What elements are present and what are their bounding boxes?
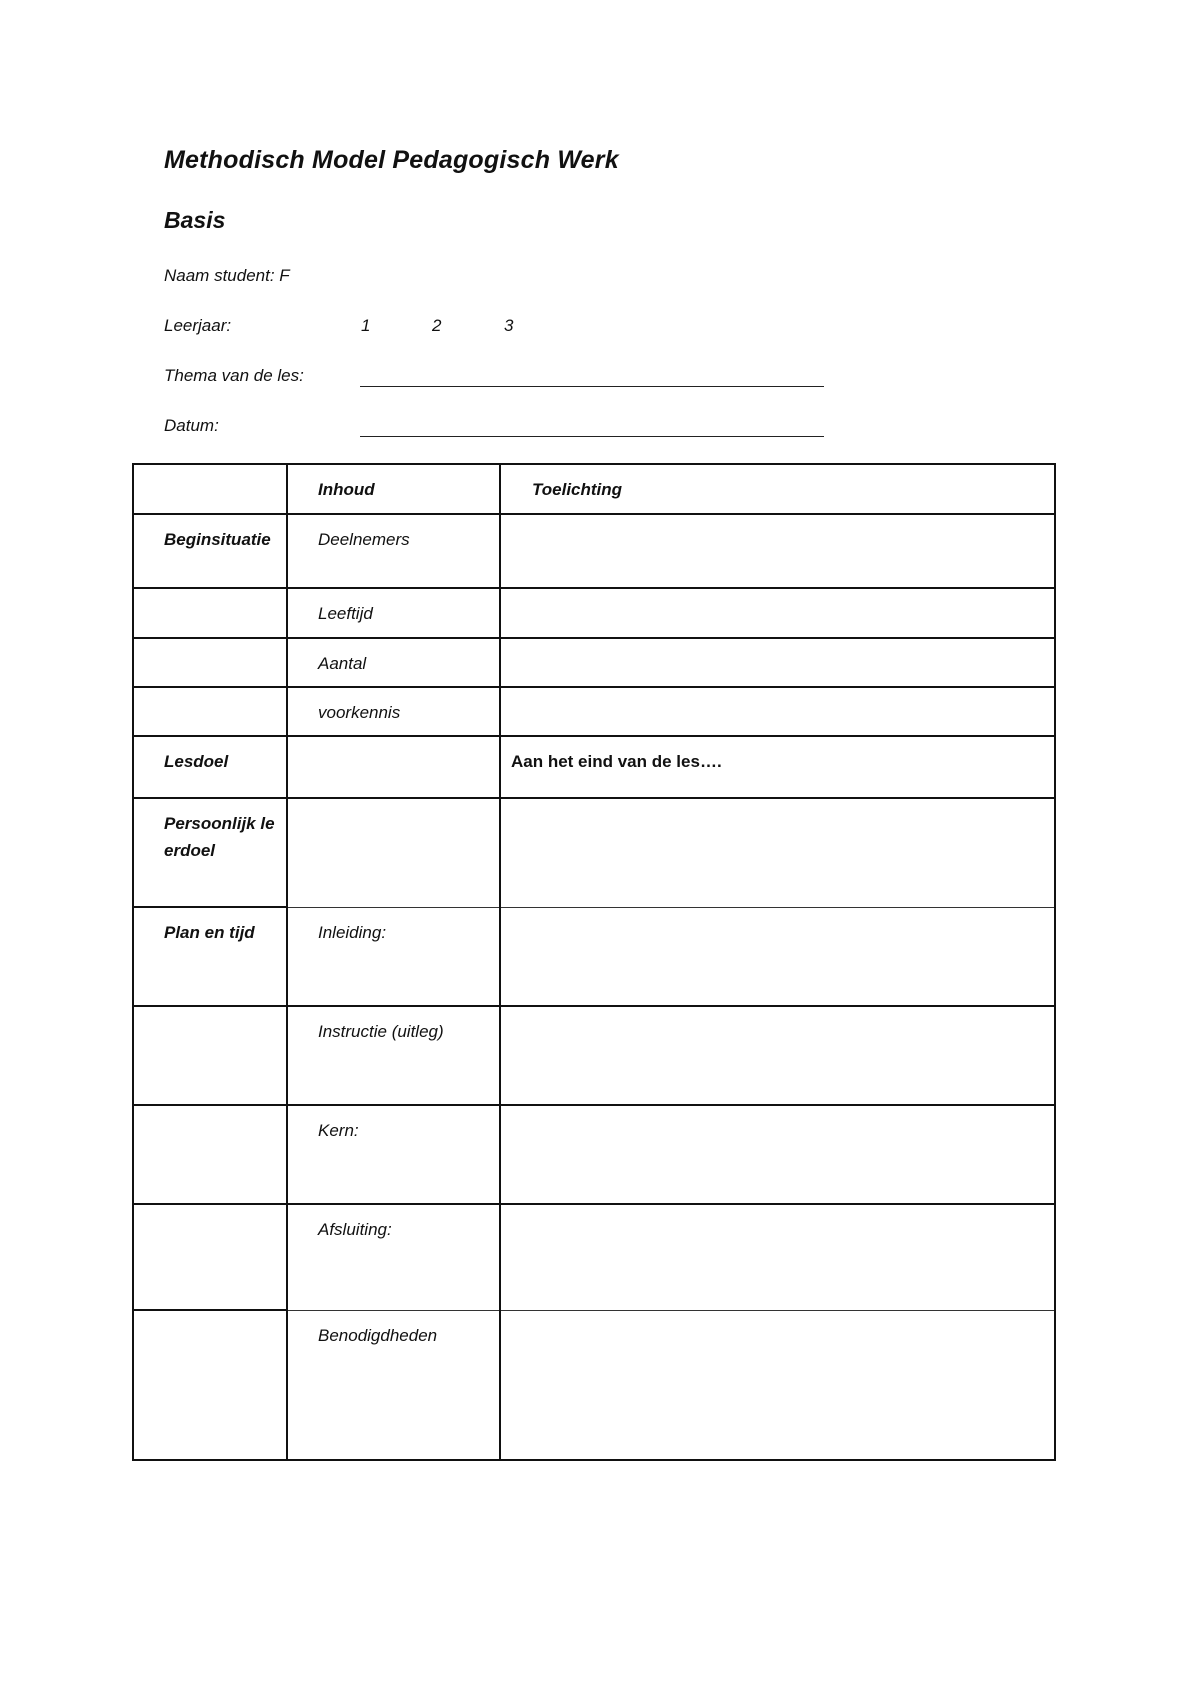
content-cell: voorkennis bbox=[287, 687, 500, 736]
table-row bbox=[133, 638, 1055, 687]
table-row bbox=[133, 1310, 1055, 1460]
content-cell: Instructie (uitleg) bbox=[287, 1006, 500, 1105]
explanation-cell[interactable] bbox=[500, 907, 1055, 1006]
header-cell-inhoud: Inhoud bbox=[287, 464, 500, 514]
header-cell-empty bbox=[133, 464, 287, 514]
year-option-1[interactable]: 1 bbox=[361, 316, 371, 335]
document-title: Methodisch Model Pedagogisch Werk bbox=[164, 146, 619, 174]
row-label-cell bbox=[133, 687, 287, 736]
table-row bbox=[133, 736, 1055, 798]
table-row bbox=[133, 907, 1055, 1006]
row-label-cell bbox=[133, 1204, 287, 1310]
explanation-cell[interactable] bbox=[500, 514, 1055, 588]
content-cell: Deelnemers bbox=[287, 514, 500, 588]
explanation-cell[interactable] bbox=[500, 1204, 1055, 1310]
table-row bbox=[133, 514, 1055, 588]
row-label-cell bbox=[133, 1006, 287, 1105]
table-row bbox=[133, 588, 1055, 638]
content-cell: Inleiding: bbox=[287, 907, 500, 1006]
table-row bbox=[133, 687, 1055, 736]
lesson-plan-table bbox=[132, 463, 1056, 1461]
year-option-3[interactable]: 3 bbox=[504, 316, 514, 335]
table-row bbox=[133, 1204, 1055, 1310]
row-label-cell: Persoonlijk leerdoel bbox=[133, 798, 287, 907]
explanation-cell[interactable] bbox=[500, 1310, 1055, 1460]
content-cell bbox=[287, 736, 500, 798]
content-cell: Leeftijd bbox=[287, 588, 500, 638]
content-cell: Benodigdheden bbox=[287, 1310, 500, 1460]
student-name-label: Naam student: F bbox=[164, 266, 290, 285]
table-header-row bbox=[133, 464, 1055, 514]
date-label: Datum: bbox=[164, 416, 219, 435]
content-cell: Aantal bbox=[287, 638, 500, 687]
explanation-cell[interactable] bbox=[500, 1006, 1055, 1105]
header-cell-toelichting: Toelichting bbox=[500, 464, 1055, 514]
year-label: Leerjaar: bbox=[164, 316, 232, 335]
row-label-cell bbox=[133, 638, 287, 687]
table-row bbox=[133, 798, 1055, 907]
row-label-cell: Beginsituatie bbox=[133, 514, 287, 588]
row-label-cell bbox=[133, 588, 287, 638]
year-option-2[interactable]: 2 bbox=[432, 316, 442, 335]
explanation-cell[interactable]: Aan het eind van de les…. bbox=[500, 736, 1055, 798]
explanation-cell[interactable] bbox=[500, 687, 1055, 736]
row-label-cell bbox=[133, 1105, 287, 1204]
explanation-cell[interactable] bbox=[500, 588, 1055, 638]
row-label-cell: Lesdoel bbox=[133, 736, 287, 798]
row-label-cell bbox=[133, 1310, 287, 1460]
row-label-cell: Plan en tijd bbox=[133, 907, 287, 1006]
explanation-cell[interactable] bbox=[500, 638, 1055, 687]
table-row bbox=[133, 1006, 1055, 1105]
explanation-cell[interactable] bbox=[500, 1105, 1055, 1204]
content-cell: Afsluiting: bbox=[287, 1204, 500, 1310]
content-cell: Kern: bbox=[287, 1105, 500, 1204]
document-subtitle: Basis bbox=[164, 207, 226, 233]
lesson-theme-label: Thema van de les: bbox=[164, 366, 304, 385]
date-line[interactable] bbox=[360, 436, 824, 437]
content-cell bbox=[287, 798, 500, 907]
lesson-theme-line[interactable] bbox=[360, 386, 824, 387]
table-row bbox=[133, 1105, 1055, 1204]
explanation-cell[interactable] bbox=[500, 798, 1055, 907]
